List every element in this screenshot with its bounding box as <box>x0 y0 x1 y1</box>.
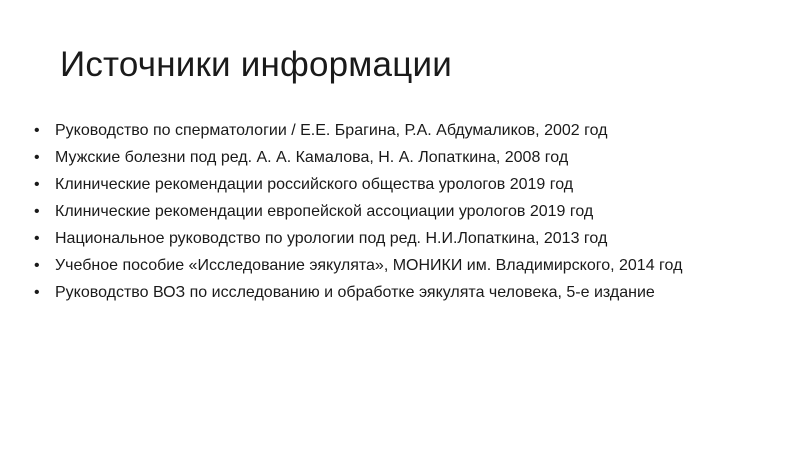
bullet-icon: • <box>34 122 40 139</box>
list-item-text: Руководство ВОЗ по исследованию и обработке эякулята человека, 5-е издание <box>55 284 655 301</box>
list-item <box>34 282 764 303</box>
bullet-icon: • <box>34 230 40 247</box>
list-item <box>34 174 764 195</box>
list-item-text: Мужские болезни под ред. А. А. Камалова, Н. А. Лопаткина, 2008 год <box>55 149 569 166</box>
source-list <box>34 120 764 309</box>
list-item <box>34 201 764 222</box>
list-item <box>34 255 764 276</box>
bullet-icon: • <box>34 284 40 301</box>
list-item <box>34 120 764 141</box>
bullet-icon: • <box>34 203 40 220</box>
list-item <box>34 228 764 249</box>
list-item-text: Национальное руководство по урологии под ред. Н.И.Лопаткина, 2013 год <box>55 230 608 247</box>
list-item-text: Клинические рекомендации российского общества урологов 2019 год <box>55 176 574 193</box>
list-item-text: Клинические рекомендации европейской ассоциации урологов 2019 год <box>55 203 594 220</box>
list-item-text: Руководство по сперматологии / Е.Е. Брагина, Р.А. Абдумаликов, 2002 год <box>55 122 608 139</box>
bullet-icon: • <box>34 257 40 274</box>
bullet-icon: • <box>34 176 40 193</box>
slide-title: Источники информации <box>60 45 452 84</box>
list-item <box>34 147 764 168</box>
bullet-icon: • <box>34 149 40 166</box>
list-item-text: Учебное пособие «Исследование эякулята», МОНИКИ им. Владимирского, 2014 год <box>55 257 683 274</box>
